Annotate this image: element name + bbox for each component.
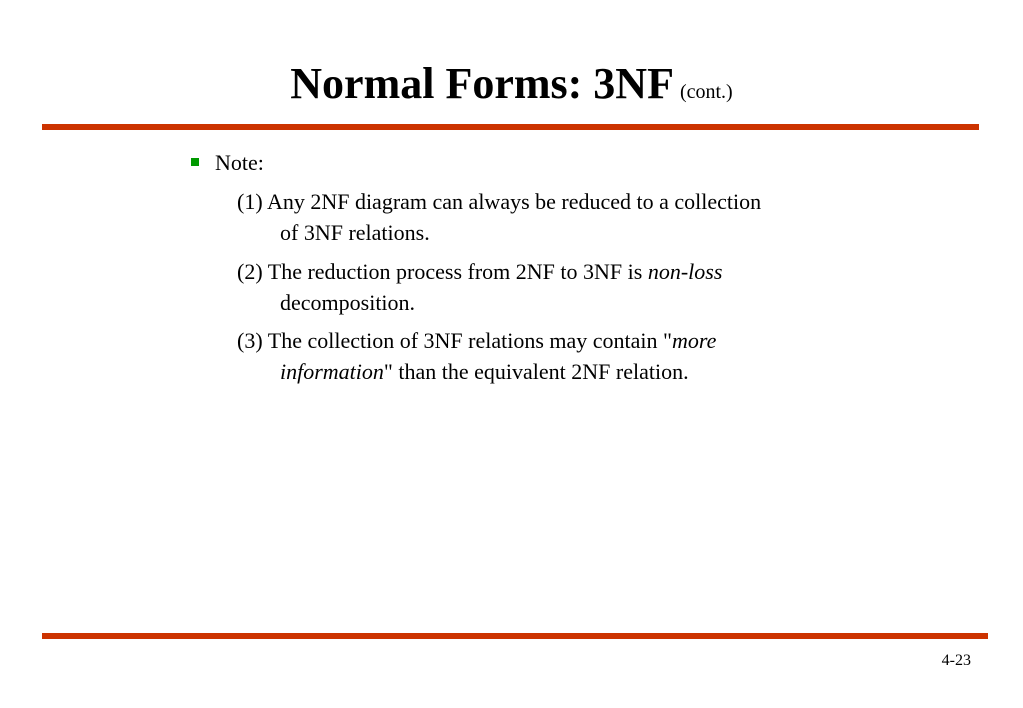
note-item-1 [237,186,877,248]
bullet-note-label: Note: [215,150,264,175]
slide-title [0,58,1023,109]
note-item-3-emphasis-1: more [672,328,717,353]
note-item-2-line-1 [237,256,877,287]
note-item-2 [237,256,877,318]
note-item-3-line-1 [237,325,877,356]
note-item-3 [237,325,877,387]
note-item-2-text: (2) The reduction process from 2NF to 3NF is [237,259,648,284]
note-item-1-line-1: (1) Any 2NF diagram can always be reduced to a collection [237,189,762,214]
top-divider [42,124,979,130]
bottom-divider [42,633,988,639]
note-item-3-text: (3) The collection of 3NF relations may contain " [237,328,673,353]
page-number: 4-23 [941,652,971,669]
note-item-2-line-2: decomposition. [280,290,416,315]
note-item-3-emphasis-2: information [280,359,384,384]
note-item-2-emphasis: non-loss [647,259,723,284]
title-suffix-text: (cont.) [679,81,733,103]
note-item-3-line-2 [237,356,877,387]
note-item-1-line-2: of 3NF relations. [280,220,430,245]
bullet-note [191,150,264,176]
square-bullet-icon [191,158,199,166]
note-item-3-tail-text: " than the equivalent 2NF relation. [383,359,689,384]
title-main-text: Normal Forms: 3NF [290,59,674,108]
